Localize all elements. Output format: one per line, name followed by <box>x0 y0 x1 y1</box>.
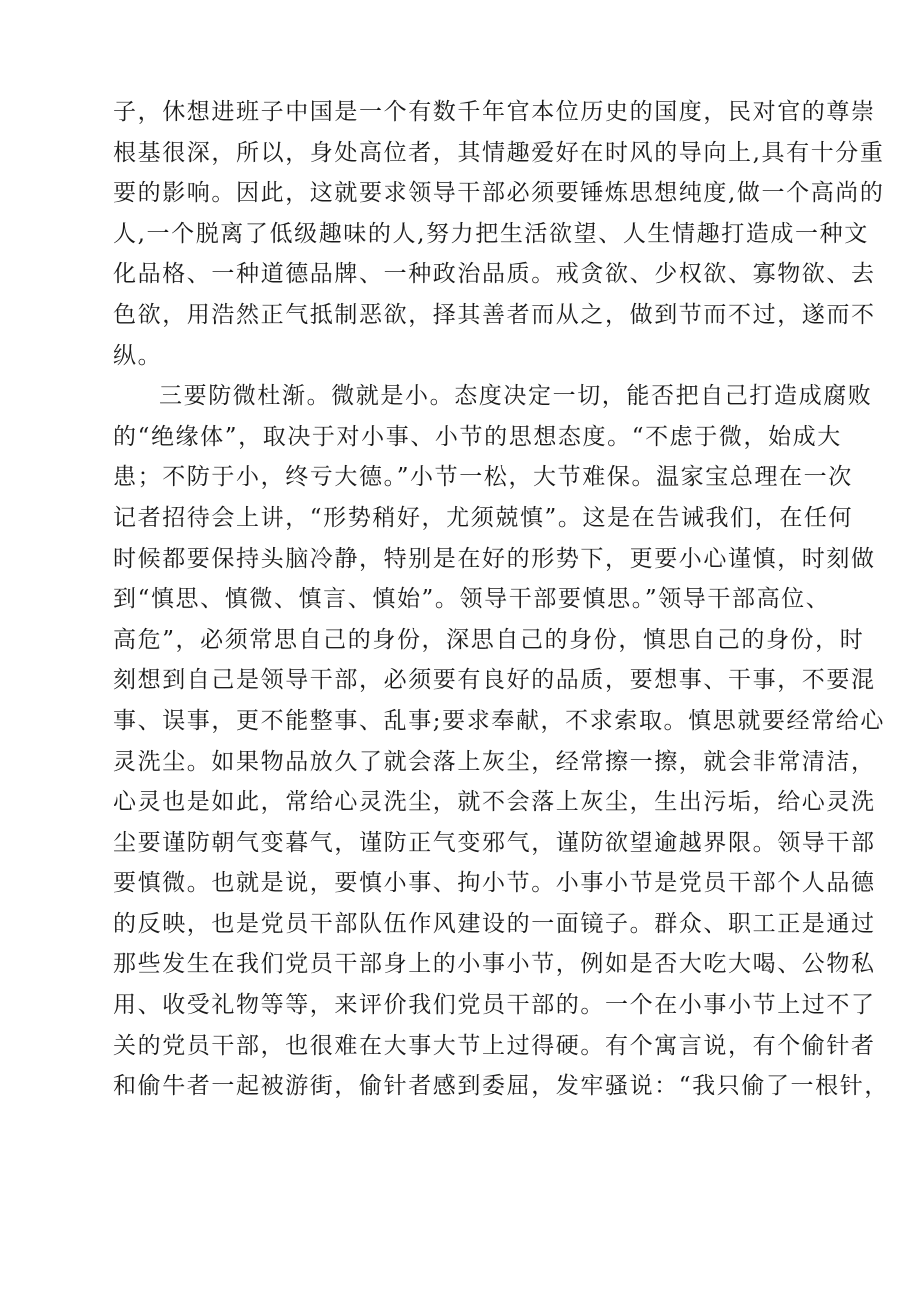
text-line: 色欲，用浩然正气抵制恶欲，择其善者而从之，做到节而不过，遂而不 <box>113 301 876 328</box>
text-line: 关的党员干部，也很难在大事大节上过得硬。有个寓言说，有个偷针者 <box>113 1032 876 1059</box>
text-line: 的“绝缘体”，取决于对小事、小节的思想态度。“不虑于微，始成大 <box>113 423 842 450</box>
paragraph-start-line: 三要防微杜渐。微就是小。态度决定一切，能否把自己打造成腐败 <box>159 383 873 410</box>
text-line: 尘要谨防朝气变暮气，谨防正气变邪气，谨防欲望逾越界限。领导干部 <box>113 829 876 856</box>
text-line: 要的影响。因此，这就要求领导干部必须要锤炼思想纯度,做一个高尚的 <box>113 180 885 207</box>
text-line: 事、误事，更不能整事、乱事;要求奉献，不求索取。慎思就要经常给心 <box>113 707 885 734</box>
text-line: 化品格、一种道德品牌、一种政治品质。戒贪欲、少权欲、寡物欲、去 <box>113 261 876 288</box>
text-line: 纵。 <box>113 342 163 369</box>
text-line: 用、收受礼物等等，来评价我们党员干部的。一个在小事小节上过不了 <box>113 992 876 1019</box>
text-line: 子，休想进班子中国是一个有数千年官本位历史的国度，民对官的尊崇 <box>113 99 876 125</box>
text-line: 患；不防于小，终亏大德。”小节一松，大节难保。温家宝总理在一次 <box>113 464 853 491</box>
text-line: 刻想到自己是领导干部，必须要有良好的品质，要想事、干事，不要混 <box>113 667 876 694</box>
text-line: 的反映，也是党员干部队伍作风建设的一面镜子。群众、职工正是通过 <box>113 910 876 937</box>
text-line: 到“慎思、慎微、慎言、慎始”。领导干部要慎思。”领导干部高位、 <box>113 586 831 613</box>
text-line: 要慎微。也就是说，要慎小事、拘小节。小事小节是党员干部个人品德 <box>113 870 876 897</box>
text-line: 心灵也是如此，常给心灵洗尘，就不会落上灰尘，生出污垢，给心灵洗 <box>113 789 876 816</box>
text-line: 人,一个脱离了低级趣味的人,努力把生活欲望、人生情趣打造成一种文 <box>113 220 869 247</box>
text-line: 时候都要保持头脑冷静，特别是在好的形势下，更要小心谨慎，时刻做 <box>113 545 876 572</box>
text-line: 根基很深，所以，身处高位者，其情趣爱好在时风的导向上,具有十分重 <box>113 139 885 166</box>
body-text <box>113 92 889 1107</box>
text-line: 高危”，必须常思自己的身份，深思自己的身份，慎思自己的身份，时 <box>113 626 865 653</box>
text-line: 记者招待会上讲，“形势稍好，尤须兢慎”。这是在告诫我们，在任何 <box>113 504 854 531</box>
text-line: 那些发生在我们党员干部身上的小事小节，例如是否大吃大喝、公物私 <box>113 951 876 978</box>
text-line: 和偷牛者一起被游街，偷针者感到委屈，发牢骚说：“我只偷了一根针， <box>113 1073 889 1100</box>
text-line: 灵洗尘。如果物品放久了就会落上灰尘，经常擦一擦，就会非常清洁， <box>113 748 876 775</box>
